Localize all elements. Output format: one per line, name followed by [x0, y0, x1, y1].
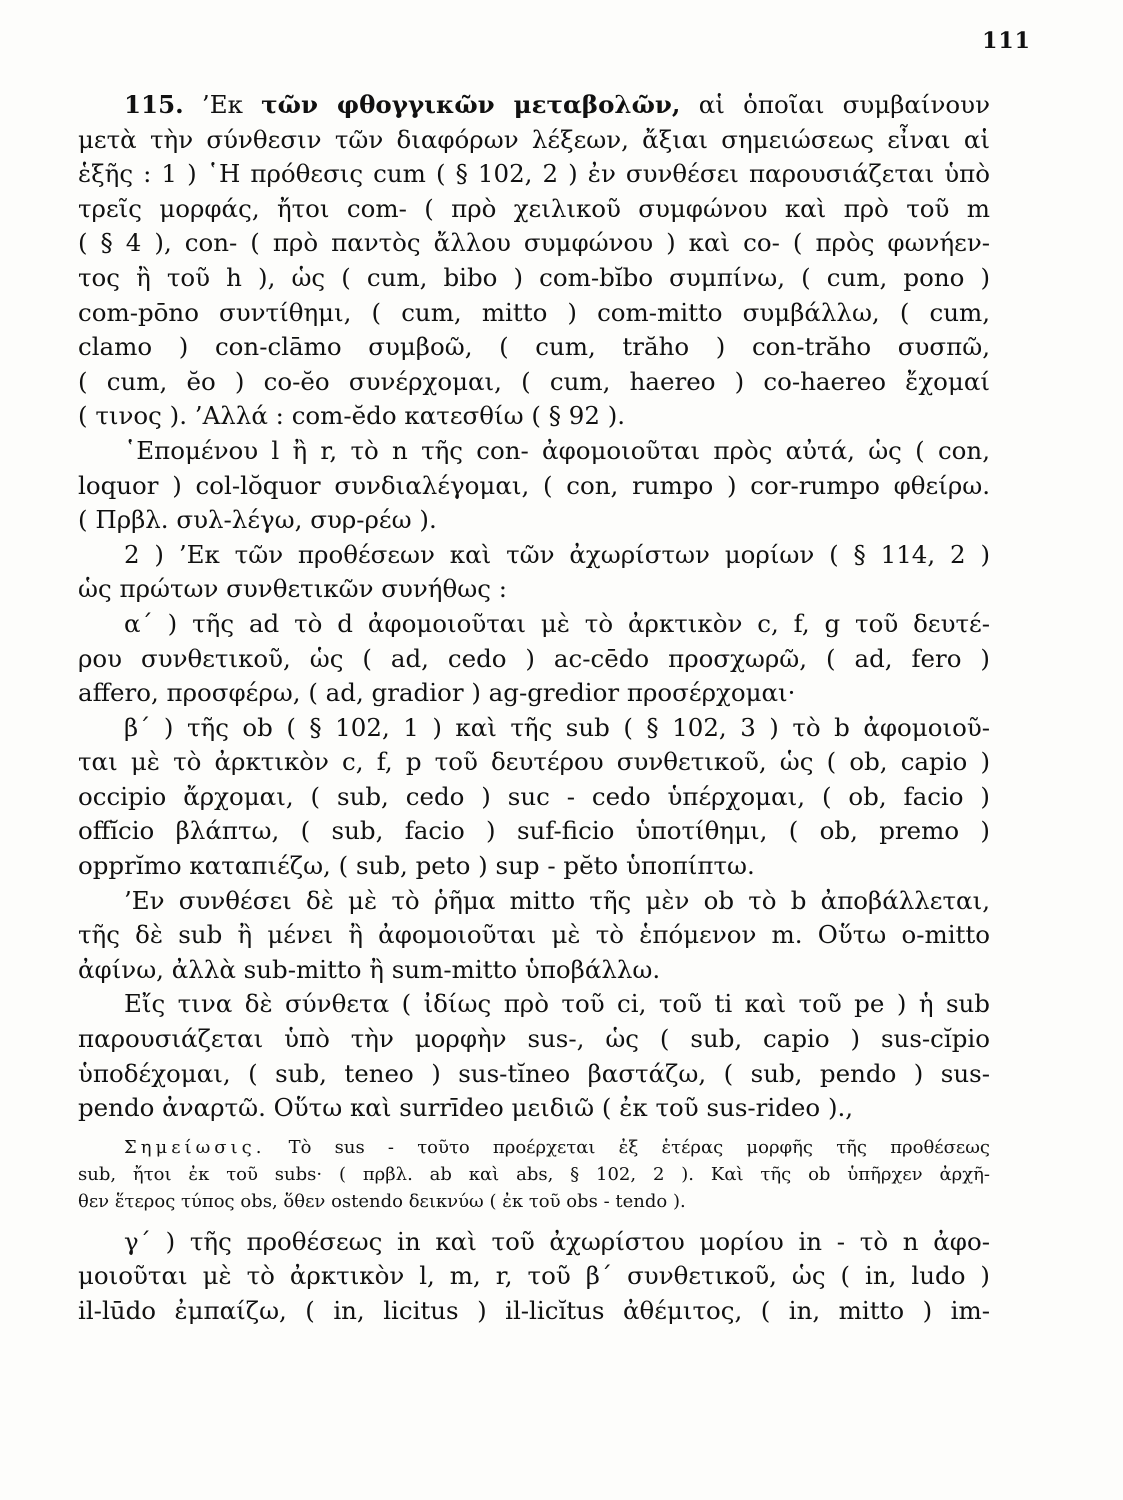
note-text: Τὸ sus - τοῦτο προέρχεται ἐξ ἑτέρας μορφῆς τῆς προθέσεως [288, 1136, 990, 1158]
text-line: offĭcio βλάπτω, ( sub, facio ) suf-ficio ὑποτίθημι, ( ob, premo ) [78, 816, 990, 846]
text-line: com-pōno συντίθημι, ( cum, mitto ) com-mitto συμβάλλω, ( cum, [78, 297, 990, 327]
text-line: τος ἢ τοῦ h ), ὡς ( cum, bibo ) com-bĭbo συμπίνω, ( cum, pono ) [78, 262, 990, 292]
text-line: il-lūdo ἐμπαίζω, ( in, licitus ) il-licĭtus ἀθέμιτος, ( in, mitto ) im- [78, 1296, 990, 1325]
text-line: ( cum, ĕo ) co-ĕo συνέρχομαι, ( cum, haereo ) co-haereo ἔχομαί [78, 366, 990, 396]
section-heading-line [78, 88, 990, 123]
text-line: ὑποδέχομαι, ( sub, teneo ) sus-tĭneo βαστάζω, ( sub, pendo ) sus- [78, 1058, 990, 1088]
note-label: Σημείωσις. [124, 1136, 266, 1158]
section-heading-bold: τῶν φθογγικῶν μεταβολῶν, [261, 90, 681, 119]
text-line: αἱ ὁποῖαι συμβαίνουν [698, 90, 990, 119]
text-line: ἑξῆς : 1 ) ῾Η πρόθεσις cum ( § 102, 2 ) ἐν συνθέσει παρουσιάζεται ὑπὸ [78, 159, 990, 189]
text-line: clamo ) con-clāmo συμβοῶ, ( cum, trăho ) con-trăho συσπῶ, [78, 332, 990, 362]
text-line: ( § 4 ), con- ( πρὸ παντὸς ἄλλου συμφώνου ) καὶ co- ( πρὸς φωνήεν- [78, 228, 990, 258]
text-line: ( Πρβλ. συλ-λέγω, συρ-ρέω ). [78, 505, 437, 535]
text-line: παρουσιάζεται ὑπὸ τὴν μορφὴν sus-, ὡς ( sub, capio ) sus-cĭpio [78, 1024, 990, 1054]
text-line: ἀφίνω, ἀλλὰ sub-mitto ἢ sum-mitto ὑποβάλλω. [78, 954, 661, 984]
text-line: Εἴς τινα δὲ σύνθετα ( ἰδίως πρὸ τοῦ ci, τοῦ ti καὶ τοῦ pe ) ἡ sub [124, 989, 990, 1019]
text-line: opprĭmo καταπιέζω, ( sub, peto ) sup - pĕto ὑποπίπτω. [78, 851, 755, 881]
text-line: pendo ἀναρτῶ. Οὕτω καὶ surrīdeo μειδιῶ ( ἐκ τοῦ sus-rideo )., [78, 1093, 854, 1123]
body-text [78, 88, 990, 1329]
section-heading-lead: ’Εκ [201, 90, 243, 119]
text-line: μετὰ τὴν σύνθεσιν τῶν διαφόρων λέξεων, ἄξιαι σημειώσεως εἶναι αἱ [78, 124, 990, 154]
note-line: θεν ἕτερος τύπος obs, ὅθεν ostendo δεικνύω ( ἐκ τοῦ obs - tendo ). [78, 1190, 686, 1212]
footnote [78, 1134, 990, 1215]
text-line: τῆς δὲ sub ἢ μένει ἢ ἀφομοιοῦται μὲ τὸ ἑπόμενον m. Οὕτω o-mitto [78, 920, 990, 950]
text-line: γ΄ ) τῆς προθέσεως in καὶ τοῦ ἀχωρίστου μορίου in - τὸ n ἀφο- [124, 1226, 990, 1256]
text-line: 2 ) ’Εκ τῶν προθέσεων καὶ τῶν ἀχωρίστων μορίων ( § 114, 2 ) [124, 539, 990, 569]
text-line: ’Εν συνθέσει δὲ μὲ τὸ ῥῆμα mitto τῆς μὲν ob τὸ b ἀποβάλλεται, [124, 885, 990, 915]
text-line: ται μὲ τὸ ἀρκτικὸν c, f, p τοῦ δευτέρου συνθετικοῦ, ὡς ( ob, capio ) [78, 747, 990, 777]
text-line: β΄ ) τῆς ob ( § 102, 1 ) καὶ τῆς sub ( § 102, 3 ) τὸ b ἀφομοιοῦ- [124, 712, 990, 742]
text-line: α΄ ) τῆς ad τὸ d ἀφομοιοῦται μὲ τὸ ἀρκτικὸν c, f, g τοῦ δευτέ- [124, 608, 990, 638]
text-line: ῾Επομένου l ἢ r, τὸ n τῆς con- ἀφομοιοῦται πρὸς αὐτά, ὡς ( con, [124, 435, 990, 465]
text-line: ὡς πρώτων συνθετικῶν συνήθως : [78, 574, 507, 604]
note-line [78, 1134, 990, 1161]
text-line: ρου συνθετικοῦ, ὡς ( ad, cedo ) ac-cēdo προσχωρῶ, ( ad, fero ) [78, 643, 990, 673]
text-line: ( τινος ). ’Αλλά : com-ĕdo κατεσθίω ( § 92 ). [78, 401, 626, 431]
page-number: 111 [982, 28, 1031, 54]
note-line: sub, ἤτοι ἐκ τοῦ subs· ( πρβλ. ab καὶ abs, § 102, 2 ). Καὶ τῆς ob ὑπῆρχεν ἀρχῆ- [78, 1163, 990, 1185]
text-line: loquor ) col-lŏquor συνδιαλέγομαι, ( con, rumpo ) cor-rumpo φθείρω. [78, 470, 990, 500]
text-line: affero, προσφέρω, ( ad, gradior ) ag-gredior προσέρχομαι· [78, 678, 796, 708]
text-line: occipio ἄρχομαι, ( sub, cedo ) suc - cedo ὑπέρχομαι, ( ob, facio ) [78, 781, 990, 811]
text-line: τρεῖς μορφάς, ἤτοι com- ( πρὸ χειλικοῦ συμφώνου καὶ πρὸ τοῦ m [78, 193, 990, 223]
section-number: 115. [124, 90, 184, 119]
text-line: μοιοῦται μὲ τὸ ἀρκτικὸν l, m, r, τοῦ β΄ συνθετικοῦ, ὡς ( in, ludo ) [78, 1261, 990, 1291]
